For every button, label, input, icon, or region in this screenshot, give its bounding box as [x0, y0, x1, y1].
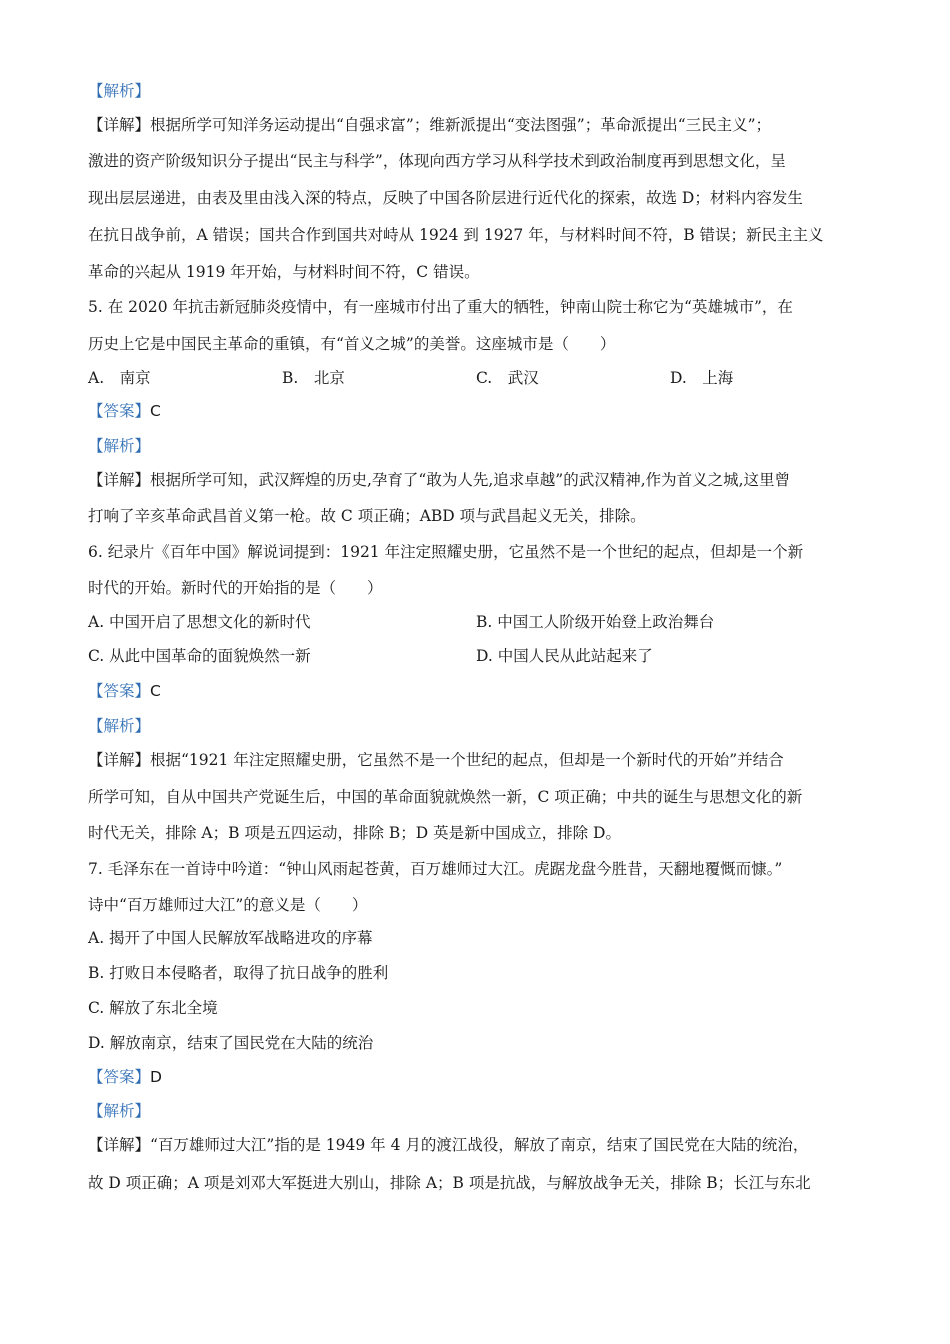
detail-line: 激进的资产阶级知识分子提出“民主与科学”，体现向西方学习从科学技术到政治制度再到思想文化，呈: [88, 152, 786, 170]
analysis-label: 【解析】: [88, 1102, 151, 1120]
analysis-label: 【解析】: [88, 82, 151, 100]
detail-line: 【详解】根据所学可知，武汉辉煌的历史,孕育了“敢为人先,追求卓越”的武汉精神,作为首义之城,这里曾: [88, 471, 791, 489]
option-c: C. 解放了东北全境: [88, 999, 218, 1017]
detail-line: 【详解】“百万雄师过大江”指的是 1949 年 4 月的渡江战役，解放了南京，结束了国民党在大陆的统治，: [88, 1136, 809, 1154]
analysis-label: 【解析】: [88, 717, 151, 735]
question-5-stem: 5. 在 2020 年抗击新冠肺炎疫情中，有一座城市付出了重大的牺牲，钟南山院士称它为“英雄城市”，在: [88, 298, 793, 316]
question-7-stem: 诗中“百万雄师过大江”的意义是（ ）: [88, 896, 368, 914]
detail-line: 打响了辛亥革命武昌首义第一枪。故 C 项正确；ABD 项与武昌起义无关，排除。: [88, 507, 646, 525]
option-b: B. 打败日本侵略者，取得了抗日战争的胜利: [88, 964, 389, 982]
answer-label: 【答案】: [88, 402, 151, 420]
answer-row: [88, 680, 161, 702]
detail-line: 【详解】根据所学可知洋务运动提出“自强求富”；维新派提出“变法图强”；革命派提出“三民主义”；: [88, 116, 772, 134]
question-7-stem: 7. 毛泽东在一首诗中吟道：“钟山风雨起苍黄，百万雄师过大江。虎踞龙盘今胜昔，天翻地覆慨而慷。”: [88, 860, 783, 878]
analysis-label: 【解析】: [88, 437, 151, 455]
answer-value: C: [150, 402, 161, 420]
question-5-stem: 历史上它是中国民主革命的重镇，有“首义之城”的美誉。这座城市是（ ）: [88, 335, 616, 353]
question-6-stem: 6. 纪录片《百年中国》解说词提到：1921 年注定照耀史册，它虽然不是一个世纪的起点，但却是一个新: [88, 543, 804, 561]
option-a: A. 中国开启了思想文化的新时代: [88, 613, 311, 631]
detail-line: 现出层层递进，由表及里由浅入深的特点，反映了中国各阶层进行近代化的探索，故选 D；材料内容发生: [88, 189, 803, 207]
option-a: A. 南京: [88, 369, 151, 387]
detail-line: 在抗日战争前，A 错误；国共合作到国共对峙从 1924 到 1927 年，与材料时间不符，B 错误；新民主主义: [88, 226, 824, 244]
option-d: D. 上海: [670, 369, 734, 387]
option-b: B. 中国工人阶级开始登上政治舞台: [476, 613, 715, 631]
answer-row: [88, 1066, 162, 1088]
option-b: B. 北京: [282, 369, 345, 387]
answer-value: D: [150, 1068, 162, 1086]
answer-label: 【答案】: [88, 1068, 151, 1086]
option-c: C. 从此中国革命的面貌焕然一新: [88, 647, 311, 665]
option-c: C. 武汉: [476, 369, 539, 387]
detail-line: 革命的兴起从 1919 年开始，与材料时间不符，C 错误。: [88, 263, 480, 281]
answer-row: [88, 400, 161, 422]
detail-line: 【详解】根据“1921 年注定照耀史册，它虽然不是一个世纪的起点，但却是一个新时代的开始”并结合: [88, 751, 784, 769]
detail-line: 所学可知，自从中国共产党诞生后，中国的革命面貌就焕然一新，C 项正确；中共的诞生与思想文化的新: [88, 788, 803, 806]
option-d: D. 中国人民从此站起来了: [476, 647, 653, 665]
option-a: A. 揭开了中国人民解放军战略进攻的序幕: [88, 929, 373, 947]
detail-line: 故 D 项正确；A 项是刘邓大军挺进大别山，排除 A；B 项是抗战，与解放战争无关，排除 B；长江与东北: [88, 1174, 811, 1192]
question-6-stem: 时代的开始。新时代的开始指的是（ ）: [88, 579, 383, 597]
option-d: D. 解放南京，结束了国民党在大陆的统治: [88, 1034, 374, 1052]
detail-line: 时代无关，排除 A；B 项是五四运动，排除 B；D 英是新中国成立，排除 D。: [88, 824, 621, 842]
answer-label: 【答案】: [88, 682, 151, 700]
answer-value: C: [150, 682, 161, 700]
